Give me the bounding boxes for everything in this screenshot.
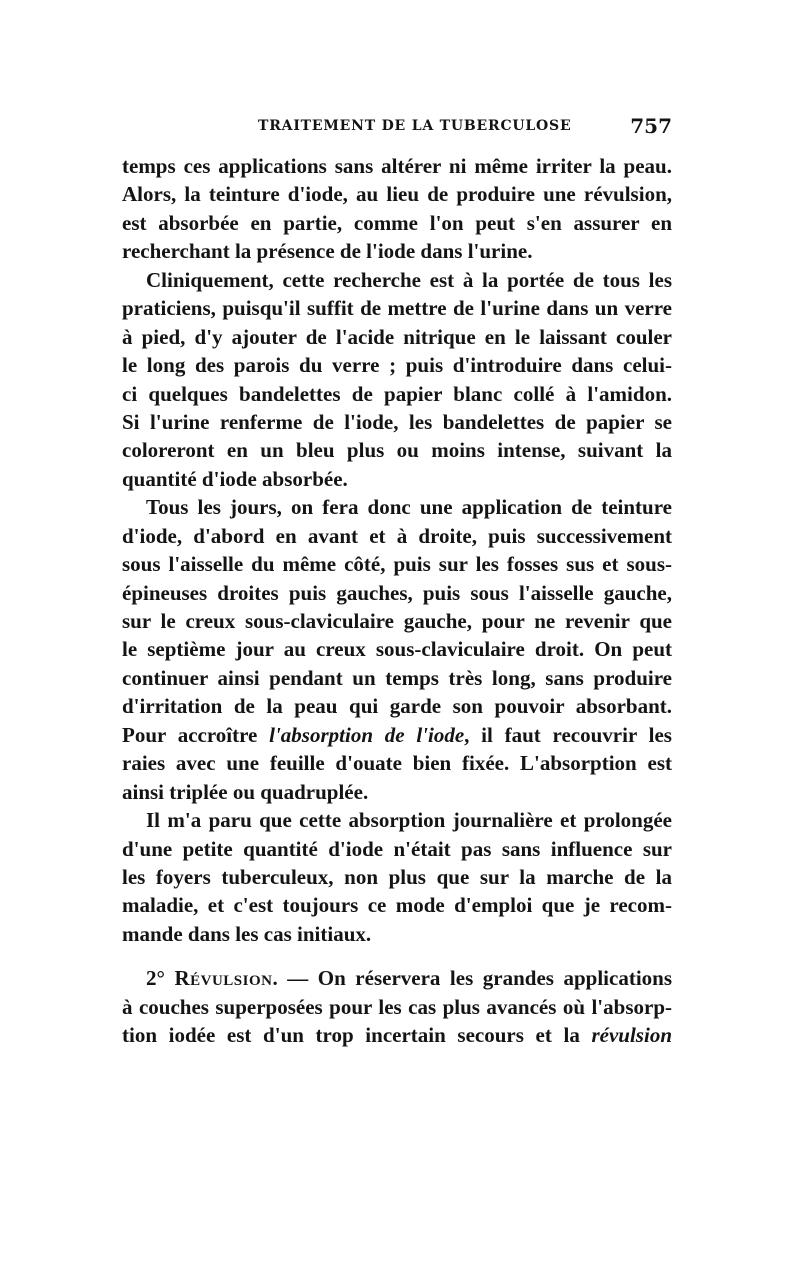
italic-phrase: l'absorption de l'iode bbox=[269, 722, 465, 747]
text-line: Si l'urine renferme de l'iode, les bandelettes de papier se bbox=[122, 409, 672, 434]
text-segment: tion iodée est d'un trop incertain secours et la bbox=[122, 1023, 592, 1048]
section-number: 2° bbox=[146, 966, 175, 991]
italic-word: révulsion bbox=[591, 1023, 672, 1048]
paragraph-start-line: Cliniquement, cette recherche est à la portée de tous les bbox=[146, 267, 672, 292]
text-line: est absorbée en partie, comme l'on peut s'en assurer en bbox=[122, 210, 672, 235]
page-number: 757 bbox=[630, 114, 672, 138]
text-line: ci quelques bandelettes de papier blanc collé à l'amidon. bbox=[122, 381, 672, 406]
text-line: les foyers tuberculeux, non plus que sur la marche de la bbox=[122, 864, 672, 889]
text-line: coloreront en un bleu plus ou moins intense, suivant la bbox=[122, 438, 672, 463]
body-text bbox=[122, 152, 672, 1050]
text-segment: , il faut recouvrir les bbox=[464, 722, 672, 747]
text-line: le long des parois du verre ; puis d'introduire dans celui- bbox=[122, 353, 672, 378]
text-line: temps ces applications sans altérer ni même irriter la peau. bbox=[122, 154, 672, 178]
text-line: à couches superposées pour les cas plus avancés où l'absorp- bbox=[122, 994, 672, 1019]
text-line: à pied, d'y ajouter de l'acide nitrique en le laissant couler bbox=[122, 324, 672, 349]
text-line: maladie, et c'est toujours ce mode d'emploi que je recom- bbox=[122, 893, 672, 918]
paragraph-start-line: Il m'a paru que cette absorption journalière et prolongée bbox=[146, 808, 672, 833]
text-line: sur le creux sous-claviculaire gauche, pour ne revenir que bbox=[122, 609, 672, 633]
text-line: mande dans les cas initiaux. bbox=[122, 921, 372, 946]
text-segment: . — On réservera les grandes applications bbox=[272, 966, 673, 991]
text-line-with-italic bbox=[122, 1021, 672, 1049]
text-line: d'une petite quantité d'iode n'était pas sans influence sur bbox=[122, 836, 672, 861]
text-line: ainsi triplée ou quadruplée. bbox=[122, 779, 369, 804]
text-line: le septième jour au creux sous-claviculaire droit. On peut bbox=[122, 637, 672, 662]
text-line-with-italic bbox=[122, 721, 672, 749]
text-line: raies avec une feuille d'ouate bien fixée. L'absorption est bbox=[122, 751, 672, 776]
text-line: Alors, la teinture d'iode, au lieu de produire une révulsion, bbox=[122, 182, 672, 207]
text-line: épineuses droites puis gauches, puis sous l'aisselle gauche, bbox=[122, 580, 672, 605]
text-line: d'iode, d'abord en avant et à droite, puis successivement bbox=[122, 523, 672, 548]
section-title: Révulsion bbox=[174, 966, 273, 991]
text-line: quantité d'iode absorbée. bbox=[122, 466, 348, 491]
page-header bbox=[122, 114, 672, 144]
text-segment: Pour accroître bbox=[122, 722, 270, 747]
text-line: recherchant la présence de l'iode dans l'urine. bbox=[122, 239, 533, 264]
text-line: continuer ainsi pendant un temps très long, sans produire bbox=[122, 665, 672, 690]
running-title: TRAITEMENT DE LA TUBERCULOSE bbox=[258, 118, 572, 134]
text-line: praticiens, puisqu'il suffit de mettre de l'urine dans un verre bbox=[122, 296, 672, 321]
text-line: d'irritation de la peau qui garde son pouvoir absorbant. bbox=[122, 694, 672, 719]
text-line: sous l'aisselle du même côté, puis sur les fosses sus et sous- bbox=[122, 552, 672, 577]
section-heading-line bbox=[122, 964, 672, 992]
paragraph-start-line: Tous les jours, on fera donc une application de teinture bbox=[146, 495, 672, 520]
